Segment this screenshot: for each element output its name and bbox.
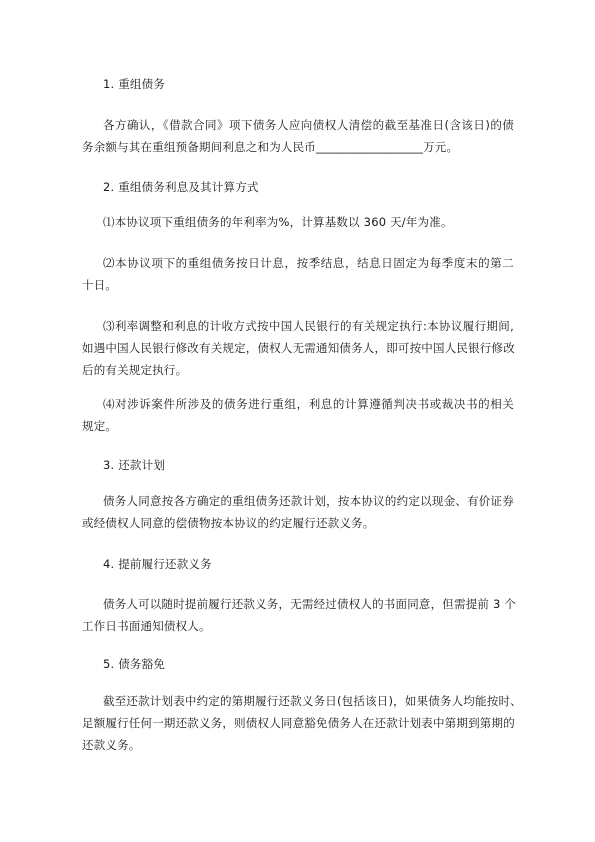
text-line: ⑴本协议项下重组债务的年利率为%，计算基数以 360 天/年为准。: [103, 215, 453, 229]
section-heading-1: 1. 重组债务: [103, 77, 166, 91]
text-line: ⑵本协议项下的重组债务按日计息，按季结息，结息日固定为每季度末的第二: [103, 256, 514, 270]
text-line: 足额履行任何一期还款义务，则债权人同意豁免债务人在还款计划表中第期到第期的: [82, 716, 515, 730]
section-3-paragraph-1: [82, 490, 514, 534]
text-line: ⑶利率调整和利息的计收方式按中国人民银行的有关规定执行:本协议履行期间,: [103, 319, 514, 333]
section-heading-5: 5. 债务豁免: [103, 657, 166, 671]
text-line: 债务人同意按各方确定的重组债务还款计划，按本协议的约定以现金、有价证券: [103, 494, 514, 508]
section-2-paragraph-3: [82, 315, 514, 381]
text-line: 如遇中国人民银行修改有关规定，债权人无需通知债务人，即可按中国人民银行修改: [82, 341, 515, 355]
section-heading-2: 2. 重组债务利息及其计算方式: [103, 180, 259, 194]
text-line: 工作日书面通知债权人。: [82, 619, 211, 633]
text-line: 还款义务。: [82, 738, 141, 752]
section-4-paragraph-1: [82, 593, 517, 637]
text-line: 十日。: [82, 278, 118, 292]
section-heading-4: 4. 提前履行还款义务: [103, 557, 212, 571]
section-5-paragraph-1: [82, 690, 522, 756]
section-2-paragraph-1: [82, 211, 514, 233]
text-line: ⑷对涉诉案件所涉及的债务进行重组，利息的计算遵循判决书或裁决书的相关: [103, 397, 514, 411]
text-line: 务余额与其在重组预备期间利息之和为人民币__________________万元。: [82, 140, 459, 154]
text-line: 后的有关规定执行。: [82, 363, 188, 377]
text-line: 截至还款计划表中约定的第期履行还款义务日(包括该日)，如果债务人均能按时、: [103, 694, 522, 708]
text-line: 各方确认，《借款合同》项下债务人应向债权人清偿的截至基准日(含该日)的债: [103, 118, 514, 132]
section-2-paragraph-4: [82, 393, 514, 437]
section-1-paragraph-1: [82, 114, 514, 158]
text-line: 规定。: [82, 419, 118, 433]
section-heading-3: 3. 还款计划: [103, 458, 166, 472]
section-2-paragraph-2: [82, 252, 514, 296]
text-line: 或经债权人同意的偿债物按本协议的约定履行还款义务。: [82, 516, 375, 530]
text-line: 债务人可以随时提前履行还款义务，无需经过债权人的书面同意，但需提前 3 个: [103, 597, 517, 611]
